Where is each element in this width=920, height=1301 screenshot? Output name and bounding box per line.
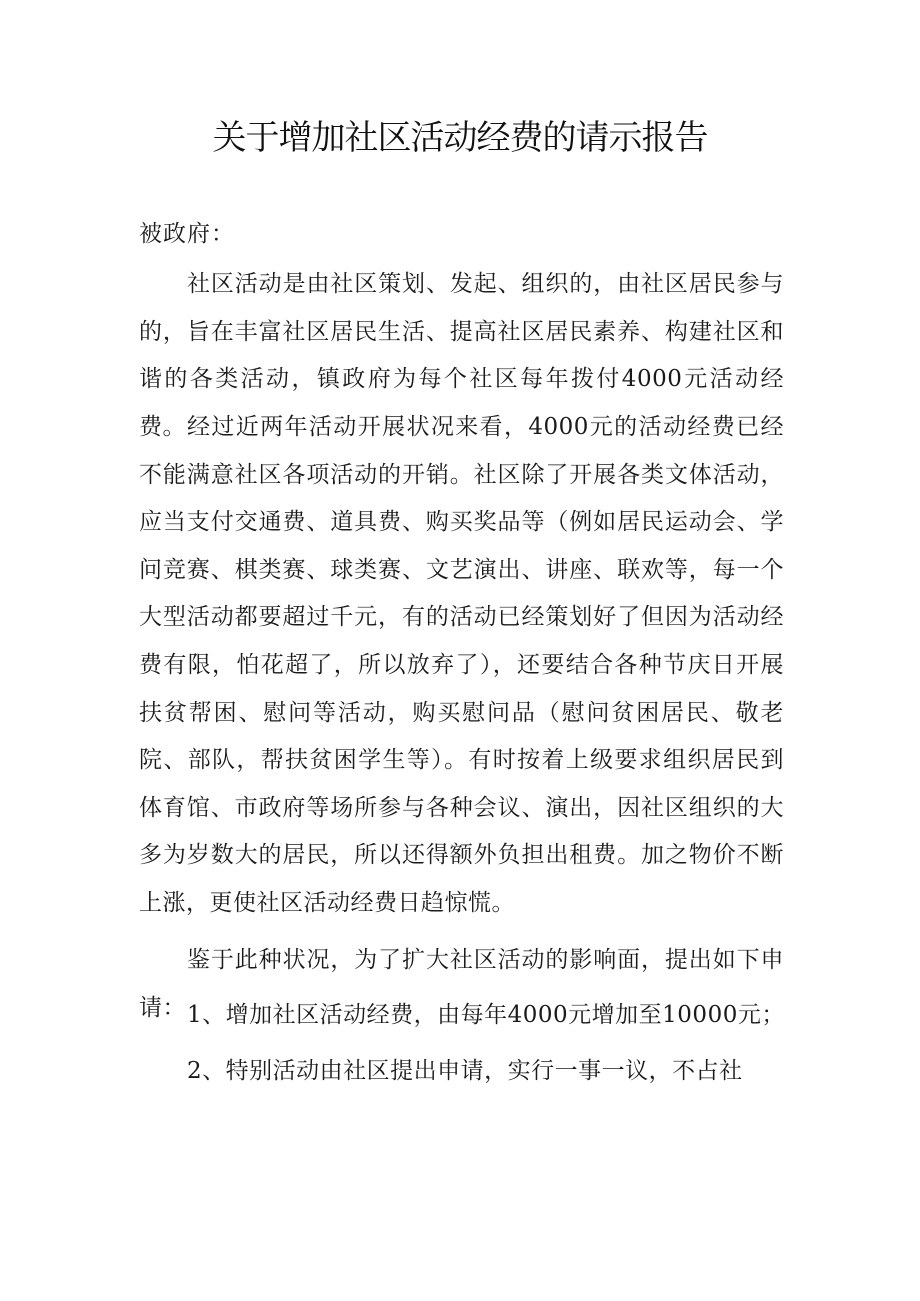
document-title: 关于增加社区活动经费的请示报告 xyxy=(212,118,708,158)
paragraph-request-lead: 鉴于此种状况，为了扩大社区活动的影响面，提出如下申请： xyxy=(139,947,784,1021)
salutation: 被政府： xyxy=(139,221,235,247)
paragraph-situation: 经过近两年活动开展状况来看，4000元的活动经费已经不能满意社区各项活动的开销。社区除了开展各类文体活动，应当支付交通费、道具费、购买奖品等（例如居民运动会、学问竞赛、棋类赛、球类赛、文艺演出、讲座、联欢等，每一个大型活动都要超过千元，有的活动已经策划好了但因为活动经费有限，怕花超了，所以放弃了），还要结合各种节庆日开展扶贫帮困、慰问等活动，购买慰问品（慰问贫困居民、敬老院、部队，帮扶贫困学生等）。有时按着上级要求组织居民到体育馆、市政府等场所参与各种会议、演出，因社区组织的大多为岁数大的居民，所以还得额外负担出租费。加之物价不断上涨，更使社区活动经费日趋惊慌。 xyxy=(139,414,784,916)
request-item-2: 2、特别活动由社区提出申请，实行一事一议，不占社 xyxy=(187,1058,743,1084)
paragraph-intro: 社区活动是由社区策划、发起、组织的，由社区居民参与的，旨在丰富社区居民生活、提高社区居民素养、构建社区和谐的各类活动，镇政府为每个社区每年拨付4000元活动经费。 xyxy=(139,271,784,440)
request-item-1: 1、增加社区活动经费，由每年4000元增加至10000元； xyxy=(187,1002,785,1028)
